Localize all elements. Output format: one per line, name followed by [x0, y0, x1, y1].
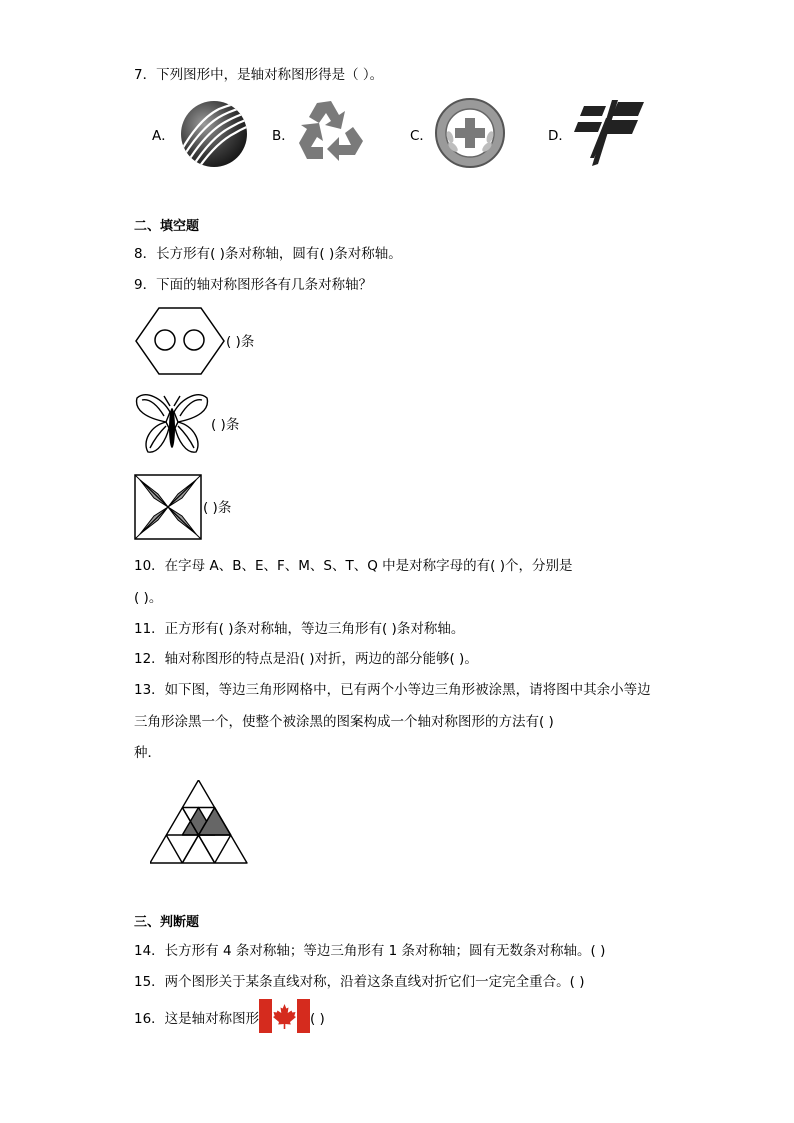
q9-blank-2: ( )条	[211, 417, 240, 433]
q7-option-a-label: A．	[152, 128, 175, 144]
q10-line-2: ( )。	[134, 590, 163, 606]
red-cross-emblem-icon	[434, 97, 506, 169]
railway-logo-icon	[572, 98, 648, 168]
q7-option-b-label: B．	[272, 128, 295, 144]
q8-text: 8．长方形有( )条对称轴，圆有( )条对称轴。	[134, 246, 402, 262]
q13-line-2: 三角形涂黑一个，使整个被涂黑的图案构成一个轴对称图形的方法有( )	[134, 714, 554, 730]
q12-text: 12．轴对称图形的特点是沿( )对折，两边的部分能够( )。	[134, 651, 478, 667]
q7-option-d-label: D．	[548, 128, 572, 144]
q16-blank: ( )	[310, 1011, 325, 1027]
butterfly-icon	[134, 392, 210, 458]
q9-blank-1: ( )条	[226, 334, 255, 350]
q7-text: 7．下列图形中，是轴对称图形得是（ ）。	[134, 67, 384, 83]
square-pinwheel-icon	[134, 474, 202, 540]
canada-flag-icon	[259, 999, 310, 1033]
triangle-grid-icon	[150, 780, 248, 864]
q7-option-c-label: C．	[410, 128, 433, 144]
q9-blank-3: ( )条	[203, 500, 232, 516]
recycle-icon	[295, 97, 367, 167]
q10-line-1: 10．在字母 A、B、E、F、M、S、T、Q 中是对称字母的有( )个，分别是	[134, 558, 573, 574]
section-title-fill-in: 二、填空题	[134, 219, 200, 234]
q13-line-1: 13．如下图，等边三角形网格中，已有两个小等边三角形被涂黑，请将图中其余小等边	[134, 682, 651, 698]
section-title-true-false: 三、判断题	[134, 915, 200, 930]
q16-text: 16．这是轴对称图形	[134, 1011, 260, 1027]
q14-text: 14．长方形有 4 条对称轴；等边三角形有 1 条对称轴；圆有无数条对称轴。( )	[134, 943, 606, 959]
q11-text: 11．正方形有( )条对称轴，等边三角形有( )条对称轴。	[134, 621, 465, 637]
q15-text: 15．两个图形关于某条直线对称，沿着这条直线对折它们一定完全重合。( )	[134, 974, 585, 990]
q9-text: 9．下面的轴对称图形各有几条对称轴？	[134, 277, 373, 293]
diamond-circles-icon	[134, 306, 226, 376]
q13-line-3: 种．	[134, 745, 161, 761]
sphere-logo-icon	[179, 99, 249, 169]
